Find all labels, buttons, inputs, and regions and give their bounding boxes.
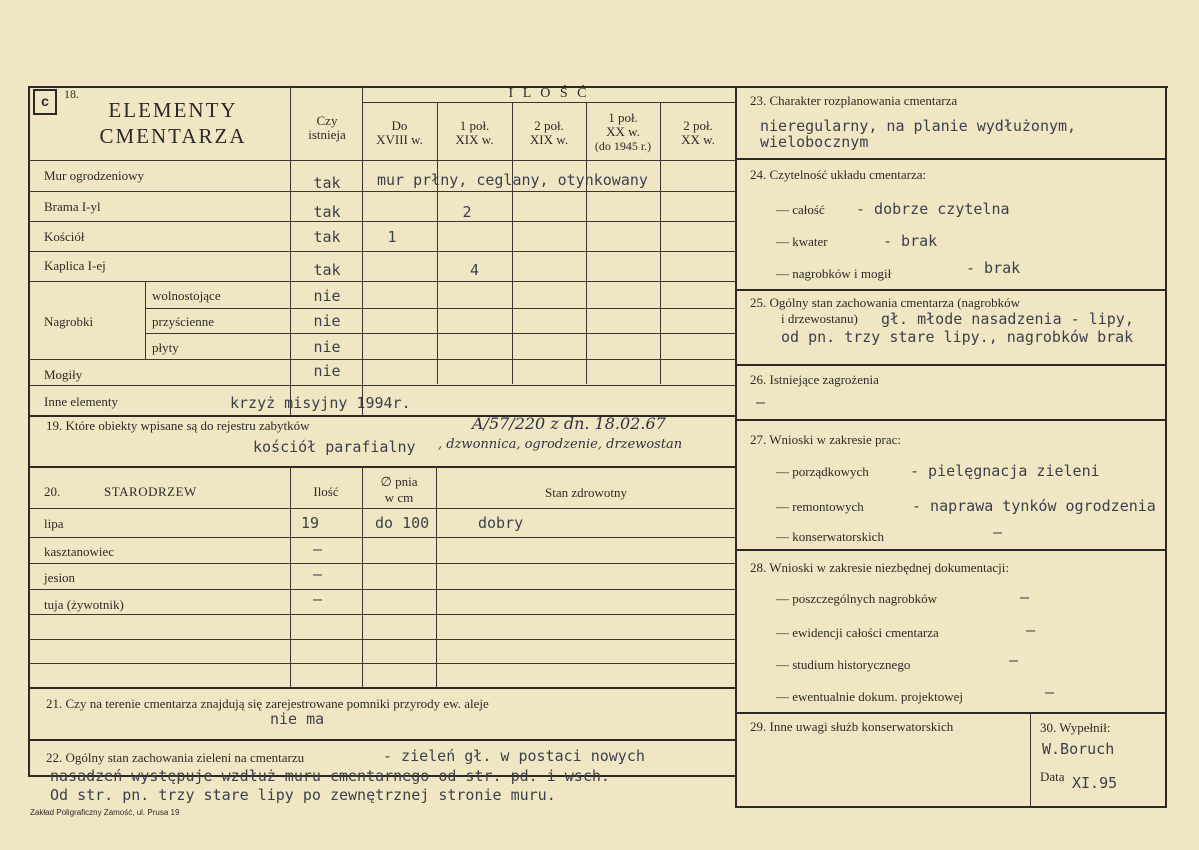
row-kosciol-count: 1 <box>387 228 397 246</box>
tree-jesion-count: – <box>312 565 323 583</box>
s28-ewidencji-label: — ewidencji całości cmentarza <box>776 625 939 640</box>
s28-projektowej-value: – <box>1045 683 1055 701</box>
s30-name: W.Boruch <box>1042 740 1115 758</box>
s30-date: XI.95 <box>1072 774 1118 792</box>
s26-label: 26. Istniejące zagrożenia <box>750 372 879 387</box>
s27-remontowych-value: - naprawa tynków ogrodzenia <box>912 497 1156 515</box>
row-wolnostojace-label: wolnostojące <box>152 288 221 303</box>
row-inne-label: Inne elementy <box>44 394 118 409</box>
s23-line1: nieregularny, na planie wydłużonym, <box>760 117 1077 135</box>
row-mogily-exists: nie <box>313 362 341 380</box>
tree-lipa-state: dobry <box>478 514 524 532</box>
s22-label: 22. Ogólny stan zachowania zieleni na cmentarzu <box>46 750 305 765</box>
row-plyty-exists: nie <box>313 338 341 356</box>
row-kaplica-exists: tak <box>313 261 341 279</box>
czy-header-2: istnieja <box>308 127 346 142</box>
s20-col-stan: Stan zdrowotny <box>545 485 627 500</box>
col-xx2-2: XX w. <box>681 132 715 147</box>
s20-title: STARODRZEW <box>104 484 197 499</box>
s25-value-1: gł. młode nasadzenia - lipy, <box>881 310 1134 328</box>
col-xviii-1: Do <box>391 118 408 133</box>
s21-value: nie ma <box>270 710 325 728</box>
s21-label: 21. Czy na terenie cmentarza znajdują się zarejestrowane pomniki przyrody ew. aleje <box>46 696 489 711</box>
row-mur-detail: mur prłny, ceglany, otynkowany <box>377 171 648 189</box>
s22-line2: nasadzeń występuje wzdłuż muru cmentarnego od str. pd. i wsch. <box>50 767 610 785</box>
frame-left <box>28 86 30 776</box>
row-mur-exists: tak <box>313 174 341 192</box>
s19-label: 19. Które obiekty wpisane są do rejestru zabytków <box>46 418 310 433</box>
frame-middle <box>735 86 737 806</box>
row-inne-value: krzyż misyjny 1994r. <box>230 394 411 412</box>
row-plyty-label: płyty <box>152 340 179 355</box>
s20-col-pnia-1: ∅ pnia <box>380 474 418 489</box>
s29-label: 29. Inne uwagi służb konserwatorskich <box>750 719 954 734</box>
row-nagrobki-label: Nagrobki <box>44 314 94 329</box>
row-brama-count: 2 <box>462 203 472 221</box>
s25-label-1: 25. Ogólny stan zachowania cmentarza (nagrobków <box>750 295 1021 310</box>
s20-col-ilosc: Ilość <box>313 484 339 499</box>
tree-tuja-count: – <box>312 590 323 608</box>
s24-nagrobkow-value: - brak <box>966 259 1021 277</box>
tree-lipa-name: lipa <box>44 516 64 531</box>
s19-register: A/57/220 z dn. 18.02.67 <box>472 414 666 433</box>
s24-kwater-label: — kwater <box>776 234 828 249</box>
row-kosciol-exists: tak <box>313 228 341 246</box>
tree-tuja-name: tuja (żywotnik) <box>44 597 124 612</box>
s28-ewidencji-value: — <box>1026 621 1036 639</box>
s22-line1: - zieleń gł. w postaci nowych <box>383 747 645 765</box>
s27-porzadkowych-value: - pielęgnacja zieleni <box>910 462 1100 480</box>
col-xix1-2: XIX w. <box>455 132 494 147</box>
row-brama-label: Brama I-yl <box>44 199 101 214</box>
elements-title-line1: ELEMENTY <box>108 98 238 122</box>
col-xix2-1: 2 poł. <box>534 118 564 133</box>
s28-nagrobkow-label: — poszczególnych nagrobków <box>776 591 938 606</box>
row-kaplica-count: 4 <box>469 261 480 279</box>
col-xx1-3: (do 1945 r.) <box>594 139 652 153</box>
col-xviii-2: XVIII w. <box>376 132 423 147</box>
s24-kwater-value: - brak <box>883 232 938 250</box>
col-xx1-2: XX w. <box>606 124 640 139</box>
row-mur-label: Mur ogrodzeniowy <box>44 168 145 183</box>
tree-jesion-name: jesion <box>44 570 76 585</box>
section-18-number: 18. <box>64 87 79 101</box>
tree-kasztanowiec-count: – <box>312 540 323 558</box>
s19-value: kościół parafialny <box>253 438 416 456</box>
s27-remontowych-label: — remontowych <box>776 499 864 514</box>
ilosc-header: I L O Ś Ć <box>508 86 590 101</box>
s30-date-label: Data <box>1040 769 1065 784</box>
s19-handwritten: , dzwonnica, ogrodzenie, drzewostan <box>438 437 683 452</box>
s27-porzadkowych-label: — porządkowych <box>776 464 869 479</box>
s27-konserwatorskich-value: – <box>993 523 1003 541</box>
s26-value: — <box>756 393 766 411</box>
row-przyscienne-label: przyścienne <box>152 314 215 329</box>
printer-footer: Zakład Poligraficzny Zamość, ul. Prusa 19 <box>30 808 180 817</box>
s28-label: 28. Wnioski w zakresie niezbędnej dokumentacji: <box>750 560 1009 575</box>
s23-label: 23. Charakter rozplanowania cmentarza <box>750 93 958 108</box>
s30-label: 30. Wypełnił: <box>1040 720 1111 735</box>
s22-line3: Od str. pn. trzy stare lipy po zewnętrznej stronie muru. <box>50 786 556 804</box>
frame-bottom-right <box>735 806 1167 808</box>
s24-nagrobkow-label: — nagrobków i mogił <box>776 266 892 281</box>
s23-line2: wielobocznym <box>760 133 869 151</box>
s20-number: 20. <box>44 484 61 499</box>
row-kosciol-label: Kościół <box>44 229 85 244</box>
row-brama-exists: tak <box>313 203 341 221</box>
col-xx1-1: 1 poł. <box>608 110 638 125</box>
tree-lipa-count: 19 <box>300 514 320 532</box>
s27-label: 27. Wnioski w zakresie prac: <box>750 432 902 447</box>
section-c-box: c <box>33 89 57 115</box>
s28-studium-label: — studium historycznego <box>776 657 911 672</box>
col-xix2-2: XIX w. <box>529 132 569 147</box>
col-xx2-1: 2 poł. <box>683 118 713 133</box>
s27-konserwatorskich-label: — konserwatorskich <box>776 529 884 544</box>
row-wolnostojace-exists: nie <box>313 287 341 305</box>
s28-nagrobkow-value: – <box>1020 588 1030 606</box>
s24-label: 24. Czytelność układu cmentarza: <box>750 167 927 182</box>
row-przyscienne-exists: nie <box>313 312 341 330</box>
elements-title-line2: CMENTARZA <box>99 124 247 148</box>
tree-lipa-diam: do 100 <box>375 514 430 532</box>
s25-value-2: od pn. trzy stare lipy., nagrobków brak <box>781 328 1134 346</box>
frame-right <box>1165 86 1167 808</box>
s20-col-pnia-2: w cm <box>384 490 414 505</box>
czy-header-1: Czy <box>316 113 338 128</box>
s24-calosc-label: — całość <box>776 202 825 217</box>
col-xix1-1: 1 poł. <box>459 118 490 133</box>
s28-studium-value: – <box>1009 651 1019 669</box>
frame-top-right <box>736 86 1168 88</box>
s28-projektowej-label: — ewentualnie dokum. projektowej <box>776 689 964 704</box>
s24-calosc-value: - dobrze czytelna <box>856 200 1010 218</box>
row-mogily-label: Mogiły <box>44 367 83 382</box>
tree-kasztanowiec-name: kasztanowiec <box>44 544 115 559</box>
s25-label-2: i drzewostanu) <box>781 311 858 326</box>
row-kaplica-label: Kaplica I-ej <box>44 258 106 273</box>
